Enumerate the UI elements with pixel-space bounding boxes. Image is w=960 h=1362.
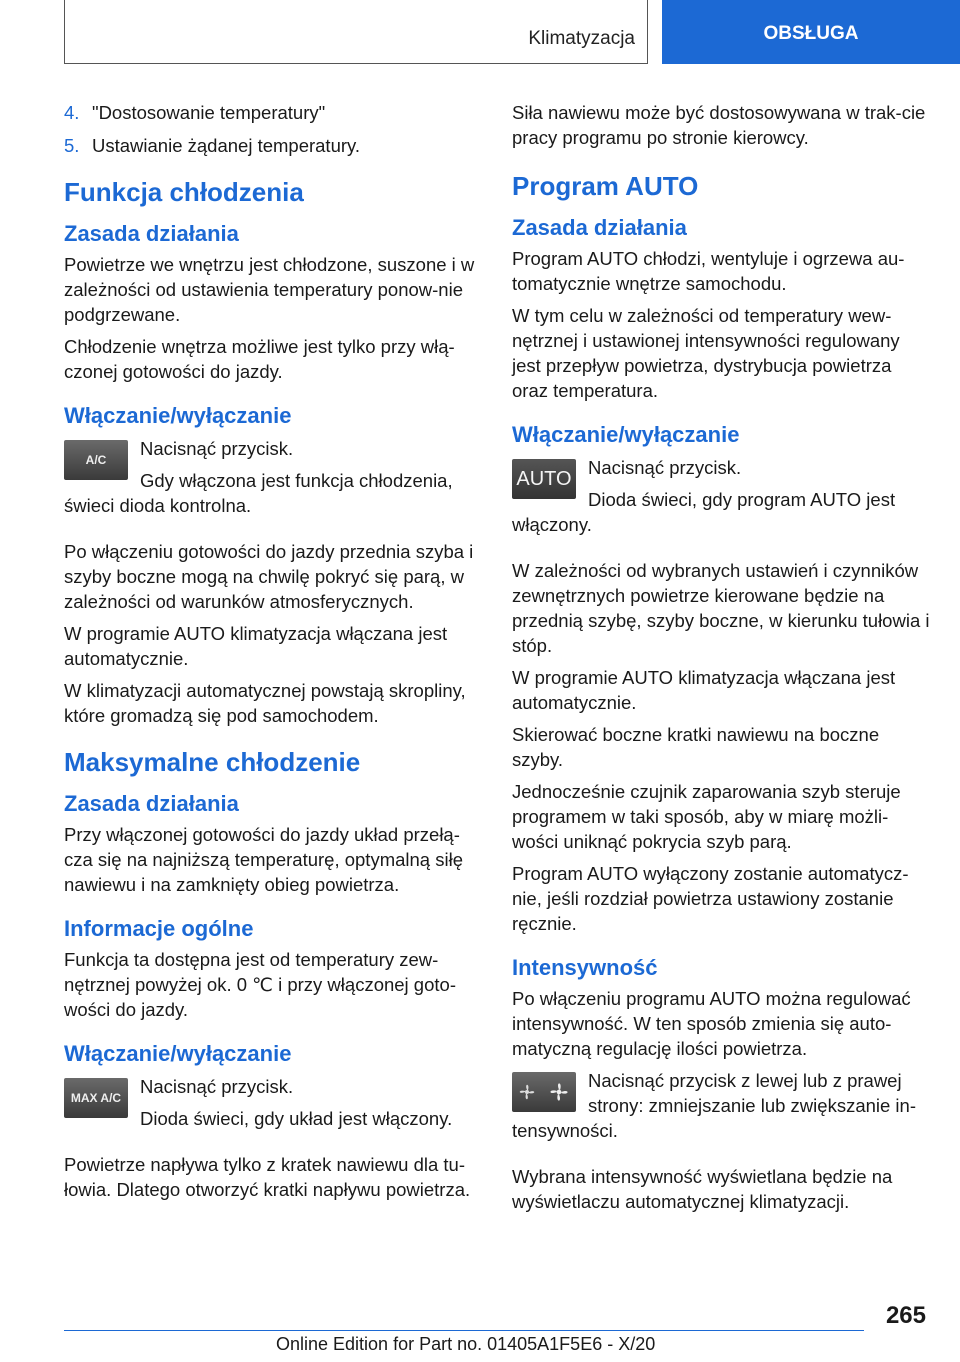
paragraph: Siła nawiewu może być dostosowywana w trak-cie pracy programu po stronie kierowcy.	[512, 102, 926, 148]
list-number: 4.	[64, 102, 80, 123]
paragraph: Nacisnąć przycisk.	[140, 438, 294, 459]
ac-button-block	[64, 436, 480, 525]
heading-max-cooling: Maksymalne chłodzenie	[64, 747, 361, 777]
heading-general-info: Informacje ogólne	[64, 916, 254, 941]
paragraph: W klimatyzacji automatycznej powstają skropliny, które gromadzą się pod samochodem.	[64, 680, 466, 726]
auto-button-icon: AUTO	[512, 459, 576, 499]
header-frame	[64, 0, 648, 64]
ac-button-icon: A/C	[64, 440, 128, 480]
paragraph: W programie AUTO klimatyzacja włączana jest automatycznie.	[512, 667, 896, 713]
list-item	[64, 133, 480, 158]
heading-principle: Zasada działania	[64, 791, 239, 816]
paragraph: Skierować boczne kratki nawiewu na boczne szyby.	[512, 724, 880, 770]
list-text: Ustawianie żądanej temperatury.	[92, 135, 361, 156]
paragraph: Powietrze we wnętrzu jest chłodzone, suszone i w zależności od ustawienia temperatury ponow-nie podgrzewane.	[64, 254, 475, 325]
list-text: "Dostosowanie temperatury"	[92, 102, 326, 123]
paragraph: W programie AUTO klimatyzacja włączana jest automatycznie.	[64, 623, 448, 669]
paragraph: Nacisnąć przycisk.	[140, 1076, 294, 1097]
fan-intensity-button-icon	[512, 1072, 576, 1112]
paragraph: Program AUTO chłodzi, wentyluje i ogrzewa au-tomatycznie wnętrze samochodu.	[512, 248, 905, 294]
footer-divider	[64, 1330, 864, 1331]
paragraph: Nacisnąć przycisk z lewej lub z prawej strony: zmniejszanie lub zwiększanie in-tensywności.	[512, 1070, 916, 1141]
right-column	[512, 100, 932, 1221]
fan-large-icon	[546, 1079, 572, 1105]
heading-intensity: Intensywność	[512, 955, 658, 980]
list-item	[64, 100, 480, 125]
heading-principle: Zasada działania	[64, 221, 239, 246]
paragraph: Funkcja ta dostępna jest od temperatury zew-nętrznej powyżej ok. 0 ℃ i przy włączonej goto-wości do jazdy.	[64, 949, 456, 1020]
paragraph: Dioda świeci, gdy program AUTO jest włączony.	[512, 489, 896, 535]
chapter-tab[interactable]: OBSŁUGA	[662, 0, 960, 64]
heading-onoff: Włączanie/wyłączanie	[64, 403, 292, 428]
heading-cooling: Funkcja chłodzenia	[64, 177, 304, 207]
heading-onoff: Włączanie/wyłączanie	[64, 1041, 292, 1066]
max-ac-button-icon: MAX A/C	[64, 1078, 128, 1118]
paragraph: Jednocześnie czujnik zaparowania szyb steruje programem w taki sposób, aby w miarę możli-wości uniknąć pokrycia szyb parą.	[512, 781, 901, 852]
paragraph: W tym celu w zależności od temperatury wew-nętrznej i ustawionej intensywności regulowany jest przepływ powietrza, dystrybucja powietrza oraz temperatura.	[512, 305, 900, 401]
paragraph: Po włączeniu programu AUTO można regulować intensywność. W ten sposób zmienia się auto-matyczną regulację ilości powietrza.	[512, 988, 911, 1059]
left-column	[64, 100, 480, 1209]
paragraph: Wybrana intensywność wyświetlana będzie na wyświetlaczu automatycznej klimatyzacji.	[512, 1166, 893, 1212]
paragraph: Powietrze napływa tylko z kratek nawiewu dla tu-łowia. Dlatego otworzyć kratki napływu powietrza.	[64, 1154, 471, 1200]
paragraph: Gdy włączona jest funkcja chłodzenia, świeci dioda kontrolna.	[64, 470, 453, 516]
paragraph: Przy włączonej gotowości do jazdy układ przełą-cza się na najniższą temperaturę, optymalną siłę nawiewu i na zamknięty obieg powietrza.	[64, 824, 463, 895]
auto-button-block	[512, 455, 932, 544]
max-ac-button-block	[64, 1074, 480, 1138]
page-number: 265	[885, 1302, 926, 1329]
list-number: 5.	[64, 135, 80, 156]
paragraph: Program AUTO wyłączony zostanie automatycz-nie, jeśli rozdział powietrza ustawiony zostanie ręcznie.	[512, 863, 909, 934]
paragraph: W zależności od wybranych ustawień i czynników zewnętrznych powietrze kierowane będzie na przednią szybę, szyby boczne, w kierunku tułowia i stóp.	[512, 560, 930, 656]
heading-auto-program: Program AUTO	[512, 171, 699, 201]
fan-button-block	[512, 1068, 932, 1150]
paragraph: Dioda świeci, gdy układ jest włączony.	[140, 1108, 453, 1129]
footer-edition: Online Edition for Part no. 01405A1F5E6 - X/20	[276, 1334, 656, 1354]
paragraph: Nacisnąć przycisk.	[588, 457, 742, 478]
heading-principle: Zasada działania	[512, 215, 687, 240]
paragraph: Chłodzenie wnętrza możliwe jest tylko przy włą-czonej gotowości do jazdy.	[64, 336, 455, 382]
heading-onoff: Włączanie/wyłączanie	[512, 422, 740, 447]
fan-small-icon	[516, 1081, 538, 1103]
section-title: Klimatyzacja	[528, 28, 635, 49]
paragraph: Po włączeniu gotowości do jazdy przednia szyba i szyby boczne mogą na chwilę pokryć się parą, w zależności od warunków atmosferycznych.	[64, 541, 474, 612]
